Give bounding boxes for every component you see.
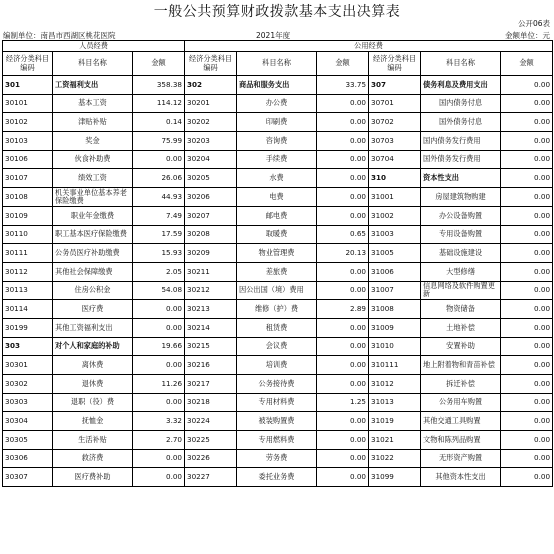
subject-name-cell: 职业年金缴费	[53, 206, 133, 225]
economic-code-cell: 30304	[3, 412, 53, 431]
economic-code-cell: 31019	[369, 412, 421, 431]
subject-name-cell: 咨询费	[237, 132, 317, 151]
subject-name-cell: 安置补助	[421, 337, 501, 356]
group-personnel: 人员经费	[3, 41, 185, 52]
subject-name-cell: 离休费	[53, 356, 133, 375]
economic-code-cell: 31009	[369, 318, 421, 337]
table-row	[3, 76, 553, 95]
economic-code-cell: 30307	[3, 468, 53, 487]
col-name: 科目名称	[237, 52, 317, 76]
subject-name-cell: 地上附着物和青苗补偿	[421, 356, 501, 375]
reporting-unit: 编制单位：南昌市西湖区桃花医院	[3, 31, 116, 40]
subject-name-cell: 办公费	[237, 94, 317, 113]
subject-name-cell: 物业管理费	[237, 244, 317, 263]
amount-cell: 2.70	[133, 431, 185, 450]
amount-cell: 7.49	[133, 206, 185, 225]
economic-code-cell: 30111	[3, 244, 53, 263]
subject-name-cell: 物资储备	[421, 300, 501, 319]
amount-cell: 0.00	[317, 375, 369, 394]
amount-cell: 11.26	[133, 375, 185, 394]
subject-name-cell: 因公出国（境）费用	[237, 281, 317, 300]
subject-name-cell: 国内债务发行费用	[421, 132, 501, 151]
amount-cell: 0.00	[317, 169, 369, 188]
economic-code-cell: 30204	[185, 150, 237, 169]
amount-cell: 0.00	[501, 318, 553, 337]
subject-name-cell: 退职（役）费	[53, 393, 133, 412]
col-name: 科目名称	[421, 52, 501, 76]
amount-cell: 0.00	[501, 468, 553, 487]
col-code: 经济分类科目编码	[3, 52, 53, 76]
economic-code-cell: 30227	[185, 468, 237, 487]
amount-cell: 19.66	[133, 337, 185, 356]
amount-cell: 3.32	[133, 412, 185, 431]
economic-code-cell: 31010	[369, 337, 421, 356]
subject-name-cell: 无形资产购置	[421, 449, 501, 468]
amount-cell: 0.00	[501, 206, 553, 225]
amount-cell: 0.00	[501, 76, 553, 95]
amount-cell: 0.00	[501, 94, 553, 113]
table-row	[3, 449, 553, 468]
amount-cell: 54.08	[133, 281, 185, 300]
economic-code-cell: 30305	[3, 431, 53, 450]
amount-cell: 1.25	[317, 393, 369, 412]
economic-code-cell: 31008	[369, 300, 421, 319]
report-title: 一般公共预算财政拨款基本支出决算表	[153, 4, 401, 20]
subject-name-cell: 生活补贴	[53, 431, 133, 450]
amount-cell: 0.00	[501, 113, 553, 132]
col-code: 经济分类科目编码	[369, 52, 421, 76]
subject-name-cell: 委托业务费	[237, 468, 317, 487]
amount-cell: 0.00	[501, 449, 553, 468]
group-public: 公用经费	[185, 41, 553, 52]
table-row	[3, 132, 553, 151]
amount-cell: 0.00	[501, 225, 553, 244]
amount-cell: 0.00	[501, 188, 553, 207]
table-row	[3, 318, 553, 337]
amount-cell: 0.00	[501, 337, 553, 356]
subject-name-cell: 住房公积金	[53, 281, 133, 300]
economic-code-cell: 303	[3, 337, 53, 356]
amount-cell: 358.38	[133, 76, 185, 95]
economic-code-cell: 31022	[369, 449, 421, 468]
table-row	[3, 412, 553, 431]
economic-code-cell: 30213	[185, 300, 237, 319]
economic-code-cell: 30114	[3, 300, 53, 319]
economic-code-cell: 30205	[185, 169, 237, 188]
table-row	[3, 356, 553, 375]
table-row	[3, 169, 553, 188]
subject-name-cell: 文物和陈列品购置	[421, 431, 501, 450]
table-row	[3, 150, 553, 169]
table-row	[3, 113, 553, 132]
economic-code-cell: 30113	[3, 281, 53, 300]
col-name: 科目名称	[53, 52, 133, 76]
subject-name-cell: 商品和服务支出	[237, 76, 317, 95]
subject-name-cell: 其他交通工具购置	[421, 412, 501, 431]
amount-cell: 0.00	[317, 281, 369, 300]
table-row	[3, 281, 553, 300]
table-row	[3, 244, 553, 263]
amount-cell: 0.00	[317, 468, 369, 487]
fiscal-year: 2021年度	[256, 31, 291, 40]
amount-cell: 0.00	[133, 393, 185, 412]
economic-code-cell: 30214	[185, 318, 237, 337]
economic-code-cell: 30199	[3, 318, 53, 337]
economic-code-cell: 31013	[369, 393, 421, 412]
economic-code-cell: 30216	[185, 356, 237, 375]
table-row	[3, 206, 553, 225]
amount-cell: 0.65	[317, 225, 369, 244]
subject-name-cell: 大型修缮	[421, 262, 501, 281]
subject-name-cell: 邮电费	[237, 206, 317, 225]
amount-cell: 0.00	[501, 150, 553, 169]
table-row	[3, 375, 553, 394]
table-row	[3, 393, 553, 412]
subject-name-cell: 被装购置费	[237, 412, 317, 431]
amount-cell: 0.00	[317, 337, 369, 356]
amount-cell: 0.00	[501, 375, 553, 394]
amount-cell: 0.00	[317, 318, 369, 337]
economic-code-cell: 30701	[369, 94, 421, 113]
economic-code-cell: 31099	[369, 468, 421, 487]
economic-code-cell: 30702	[369, 113, 421, 132]
subject-name-cell: 专用燃料费	[237, 431, 317, 450]
subject-name-cell: 租赁费	[237, 318, 317, 337]
economic-code-cell: 310	[369, 169, 421, 188]
economic-code-cell: 30112	[3, 262, 53, 281]
economic-code-cell: 30703	[369, 132, 421, 151]
amount-cell: 0.00	[133, 150, 185, 169]
amount-cell: 0.00	[317, 449, 369, 468]
subject-name-cell: 其他资本性支出	[421, 468, 501, 487]
amount-cell: 0.00	[317, 262, 369, 281]
expenditure-table	[2, 40, 553, 487]
economic-code-cell: 30109	[3, 206, 53, 225]
economic-code-cell: 30215	[185, 337, 237, 356]
economic-code-cell: 31003	[369, 225, 421, 244]
amount-cell: 2.05	[133, 262, 185, 281]
subject-name-cell: 其他社会保障缴费	[53, 262, 133, 281]
subject-name-cell: 培训费	[237, 356, 317, 375]
subject-name-cell: 医疗费	[53, 300, 133, 319]
col-amount: 金额	[501, 52, 553, 76]
subject-name-cell: 水费	[237, 169, 317, 188]
subject-name-cell: 国外债务发行费用	[421, 150, 501, 169]
subject-name-cell: 退休费	[53, 375, 133, 394]
economic-code-cell: 30704	[369, 150, 421, 169]
col-code: 经济分类科目编码	[185, 52, 237, 76]
subject-name-cell: 资本性支出	[421, 169, 501, 188]
amount-cell: 0.00	[501, 412, 553, 431]
economic-code-cell: 31001	[369, 188, 421, 207]
column-header-row	[3, 52, 553, 76]
amount-cell: 0.00	[317, 431, 369, 450]
subject-name-cell: 基础设施建设	[421, 244, 501, 263]
subject-name-cell: 救济费	[53, 449, 133, 468]
economic-code-cell: 30103	[3, 132, 53, 151]
economic-code-cell: 302	[185, 76, 237, 95]
subject-name-cell: 专用设备购置	[421, 225, 501, 244]
economic-code-cell: 30224	[185, 412, 237, 431]
subject-name-cell: 机关事业单位基本养老保险缴费	[53, 188, 133, 207]
amount-cell: 0.00	[133, 300, 185, 319]
economic-code-cell: 31012	[369, 375, 421, 394]
table-row	[3, 188, 553, 207]
economic-code-cell: 30226	[185, 449, 237, 468]
amount-cell: 0.00	[133, 318, 185, 337]
amount-cell: 0.00	[317, 132, 369, 151]
economic-code-cell: 30302	[3, 375, 53, 394]
economic-code-cell: 30208	[185, 225, 237, 244]
economic-code-cell: 31002	[369, 206, 421, 225]
subject-name-cell: 手续费	[237, 150, 317, 169]
economic-code-cell: 310111	[369, 356, 421, 375]
amount-cell: 0.00	[501, 281, 553, 300]
subject-name-cell: 绩效工资	[53, 169, 133, 188]
col-amount: 金额	[317, 52, 369, 76]
amount-unit: 金额单位：元	[505, 31, 550, 40]
table-row	[3, 262, 553, 281]
amount-cell: 0.00	[501, 262, 553, 281]
economic-code-cell: 30101	[3, 94, 53, 113]
subject-name-cell: 土地补偿	[421, 318, 501, 337]
amount-cell: 2.89	[317, 300, 369, 319]
economic-code-cell: 31021	[369, 431, 421, 450]
economic-code-cell: 30201	[185, 94, 237, 113]
economic-code-cell: 307	[369, 76, 421, 95]
table-row	[3, 431, 553, 450]
amount-cell: 0.00	[133, 468, 185, 487]
amount-cell: 26.06	[133, 169, 185, 188]
subject-name-cell: 债务利息及费用支出	[421, 76, 501, 95]
amount-cell: 33.75	[317, 76, 369, 95]
subject-name-cell: 津贴补贴	[53, 113, 133, 132]
economic-code-cell: 30306	[3, 449, 53, 468]
economic-code-cell: 30108	[3, 188, 53, 207]
amount-cell: 0.00	[501, 169, 553, 188]
economic-code-cell: 30209	[185, 244, 237, 263]
amount-cell: 0.00	[317, 206, 369, 225]
table-row	[3, 468, 553, 487]
economic-code-cell: 30303	[3, 393, 53, 412]
amount-cell: 0.00	[317, 356, 369, 375]
amount-cell: 44.93	[133, 188, 185, 207]
table-row	[3, 225, 553, 244]
economic-code-cell: 301	[3, 76, 53, 95]
economic-code-cell: 30212	[185, 281, 237, 300]
subject-name-cell: 印刷费	[237, 113, 317, 132]
amount-cell: 20.13	[317, 244, 369, 263]
amount-cell: 0.00	[501, 300, 553, 319]
subject-name-cell: 国内债务付息	[421, 94, 501, 113]
subject-name-cell: 国外债务付息	[421, 113, 501, 132]
economic-code-cell: 31007	[369, 281, 421, 300]
subject-name-cell: 奖金	[53, 132, 133, 151]
amount-cell: 0.00	[501, 244, 553, 263]
subject-name-cell: 办公设备购置	[421, 206, 501, 225]
subject-name-cell: 会议费	[237, 337, 317, 356]
amount-cell: 0.00	[317, 412, 369, 431]
subject-name-cell: 拆迁补偿	[421, 375, 501, 394]
table-row	[3, 337, 553, 356]
subject-name-cell: 信息网络及软件购置更新	[421, 281, 501, 300]
amount-cell: 114.12	[133, 94, 185, 113]
amount-cell: 15.93	[133, 244, 185, 263]
subject-name-cell: 伙食补助费	[53, 150, 133, 169]
economic-code-cell: 30225	[185, 431, 237, 450]
economic-code-cell: 30218	[185, 393, 237, 412]
col-amount: 金额	[133, 52, 185, 76]
subject-name-cell: 医疗费补助	[53, 468, 133, 487]
subject-name-cell: 公务员医疗补助缴费	[53, 244, 133, 263]
subject-name-cell: 工资福利支出	[53, 76, 133, 95]
amount-cell: 0.14	[133, 113, 185, 132]
table-row	[3, 300, 553, 319]
amount-cell: 0.00	[501, 132, 553, 151]
economic-code-cell: 30110	[3, 225, 53, 244]
economic-code-cell: 30102	[3, 113, 53, 132]
amount-cell: 0.00	[501, 431, 553, 450]
subject-name-cell: 维修（护）费	[237, 300, 317, 319]
economic-code-cell: 30106	[3, 150, 53, 169]
table-row	[3, 94, 553, 113]
amount-cell: 0.00	[317, 150, 369, 169]
subject-name-cell: 对个人和家庭的补助	[53, 337, 133, 356]
subject-name-cell: 房屋建筑物购建	[421, 188, 501, 207]
group-header-row	[3, 41, 553, 52]
economic-code-cell: 30107	[3, 169, 53, 188]
amount-cell: 0.00	[501, 356, 553, 375]
amount-cell: 0.00	[133, 356, 185, 375]
subject-name-cell: 取暖费	[237, 225, 317, 244]
subject-name-cell: 专用材料费	[237, 393, 317, 412]
subject-name-cell: 公务接待费	[237, 375, 317, 394]
economic-code-cell: 31006	[369, 262, 421, 281]
economic-code-cell: 31005	[369, 244, 421, 263]
economic-code-cell: 30211	[185, 262, 237, 281]
amount-cell: 0.00	[317, 188, 369, 207]
economic-code-cell: 30301	[3, 356, 53, 375]
economic-code-cell: 30202	[185, 113, 237, 132]
amount-cell: 0.00	[317, 94, 369, 113]
subject-name-cell: 差旅费	[237, 262, 317, 281]
amount-cell: 17.59	[133, 225, 185, 244]
subject-name-cell: 抚恤金	[53, 412, 133, 431]
amount-cell: 0.00	[317, 113, 369, 132]
form-number: 公开06表	[517, 19, 550, 28]
economic-code-cell: 30217	[185, 375, 237, 394]
subject-name-cell: 公务用车购置	[421, 393, 501, 412]
amount-cell: 0.00	[133, 449, 185, 468]
subject-name-cell: 劳务费	[237, 449, 317, 468]
amount-cell: 0.00	[501, 393, 553, 412]
economic-code-cell: 30206	[185, 188, 237, 207]
subject-name-cell: 电费	[237, 188, 317, 207]
amount-cell: 75.99	[133, 132, 185, 151]
economic-code-cell: 30203	[185, 132, 237, 151]
subject-name-cell: 其他工资福利支出	[53, 318, 133, 337]
subject-name-cell: 职工基本医疗保险缴费	[53, 225, 133, 244]
subject-name-cell: 基本工资	[53, 94, 133, 113]
economic-code-cell: 30207	[185, 206, 237, 225]
